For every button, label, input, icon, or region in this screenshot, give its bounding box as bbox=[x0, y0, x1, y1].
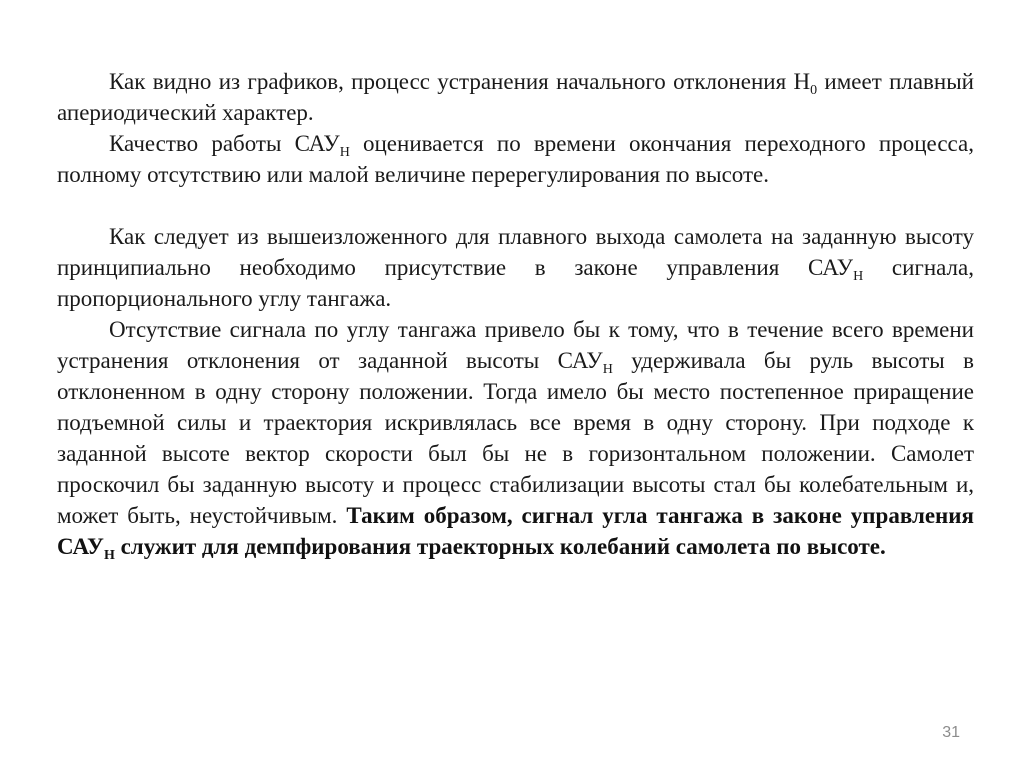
subscript-text: Н bbox=[103, 548, 115, 563]
paragraph bbox=[57, 221, 974, 314]
text-run: служит для демпфирования траекторных колебаний самолета по высоте. bbox=[114, 534, 886, 559]
text-run: Качество работы САУ bbox=[109, 131, 340, 156]
bold-text bbox=[115, 534, 886, 559]
page-number: 31 bbox=[942, 724, 960, 741]
text-run: Отсутствие сигнала по углу тангажа привело бы к тому, что в течение всего времени устранения отклонения от заданной высоты САУ bbox=[57, 317, 974, 373]
subscript-text: Н bbox=[339, 145, 350, 160]
subscript-text: Н bbox=[853, 269, 864, 284]
text-run: оценивается по времени окончания переходного процесса, полному отсутствию или малой величине перерегулирования по высоте. bbox=[57, 131, 974, 187]
text-run: сигнала, пропорционального углу тангажа. bbox=[57, 255, 974, 311]
text-run: Как видно из графиков, процесс устранения начального отклонения Н bbox=[109, 69, 811, 94]
bold-text bbox=[103, 534, 115, 563]
subscript-text: Н bbox=[602, 362, 613, 377]
paragraph bbox=[57, 66, 974, 128]
subscript-text: 0 bbox=[810, 83, 818, 98]
text-run: Как следует из вышеизложенного для плавного выхода самолета на заданную высоту принципиально необходимо присутствие в законе управления САУ bbox=[57, 224, 974, 280]
paragraph bbox=[57, 314, 974, 562]
paragraph bbox=[57, 128, 974, 190]
text-run: удерживала бы руль высоты в отклоненном в одну сторону положении. Тогда имело бы место постепенное приращение подъемной силы и траектория искривлялась все время в одну сторону. При подходе к заданной высоте вектор скорости был бы не в горизонтальном положении. Самолет проскочил бы заданную высоту и процесс стабилизации высоты стал бы колебательным и, может быть, неустойчивым. bbox=[57, 348, 974, 528]
text-run: Таким образом, сигнал угла тангажа в законе управления САУ bbox=[57, 503, 974, 559]
text-body bbox=[57, 66, 974, 562]
text-run: имеет плавный апериодический характер. bbox=[57, 69, 974, 125]
